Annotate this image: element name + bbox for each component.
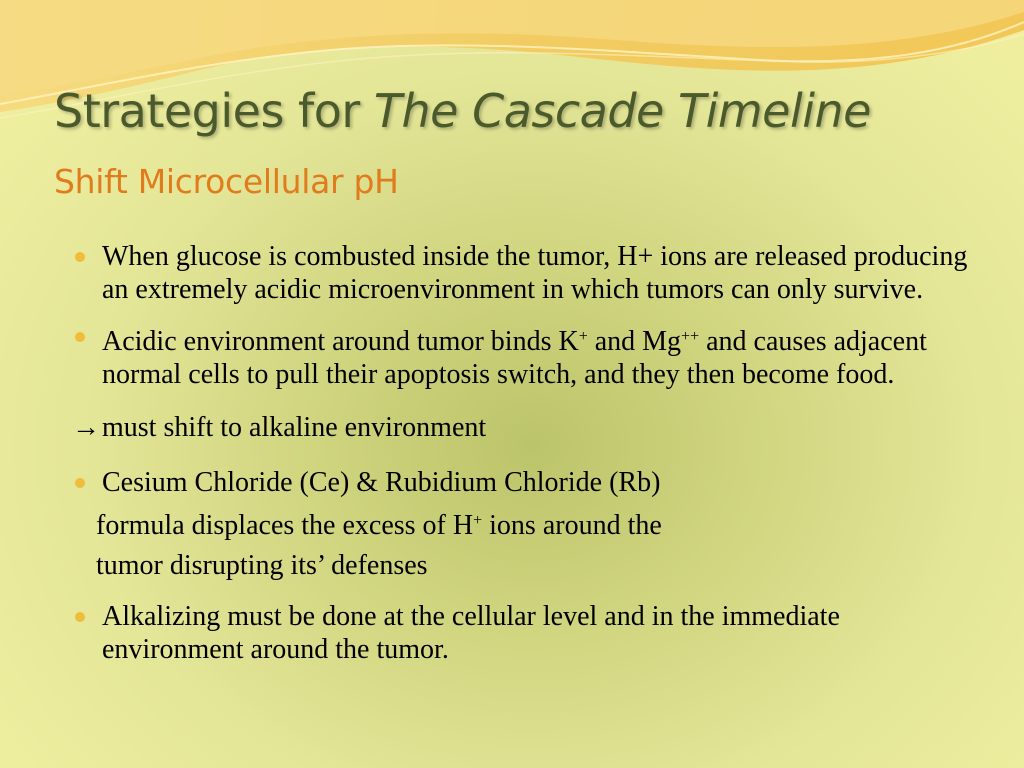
superscript: + xyxy=(578,328,588,345)
bullet-text: When glucose is combusted inside the tumor, H+ ions are released producing an extremely acidic microenvironment in which tumors can only survive. xyxy=(102,241,968,305)
continuation-line xyxy=(72,501,972,546)
bullet-icon xyxy=(75,478,85,488)
bullet-item xyxy=(72,240,972,306)
continuation-text-part: ions around the xyxy=(482,510,662,541)
bullet-text: Alkalizing must be done at the cellular level and in the immediate environment around the tumor. xyxy=(102,601,840,665)
bullet-item xyxy=(72,466,972,499)
title-italic: The Cascade Timeline xyxy=(373,84,871,138)
continuation-line xyxy=(72,546,972,586)
bullet-item xyxy=(72,600,972,666)
slide-title xyxy=(54,84,871,138)
bullet-text-part: and Mg xyxy=(587,326,682,357)
bullet-text-part: and causes adjacent normal cells to pull their apoptosis switch, and they then become food. xyxy=(102,326,927,390)
continuation-text-part: formula displaces the excess of H xyxy=(96,510,474,541)
bullet-icon xyxy=(75,332,85,342)
bullet-text-part: Acidic environment around tumor binds K xyxy=(102,326,579,357)
arrow-line-text: must shift to alkaline environment xyxy=(102,412,487,443)
title-main: Strategies for xyxy=(54,84,374,138)
bullet-icon xyxy=(75,252,85,262)
bullet-text: Cesium Chloride (Ce) & Rubidium Chloride (Rb) xyxy=(102,467,661,498)
bullet-item xyxy=(72,320,972,391)
slide-subtitle: Shift Microcellular pH xyxy=(54,162,399,201)
arrow-line xyxy=(72,411,972,444)
bullet-icon xyxy=(75,612,85,622)
arrow-right-icon: → xyxy=(72,412,100,443)
continuation-text: tumor disrupting its’ defenses xyxy=(96,550,428,581)
superscript: ++ xyxy=(681,328,700,345)
superscript: + xyxy=(473,512,483,529)
slide-body xyxy=(72,240,972,666)
